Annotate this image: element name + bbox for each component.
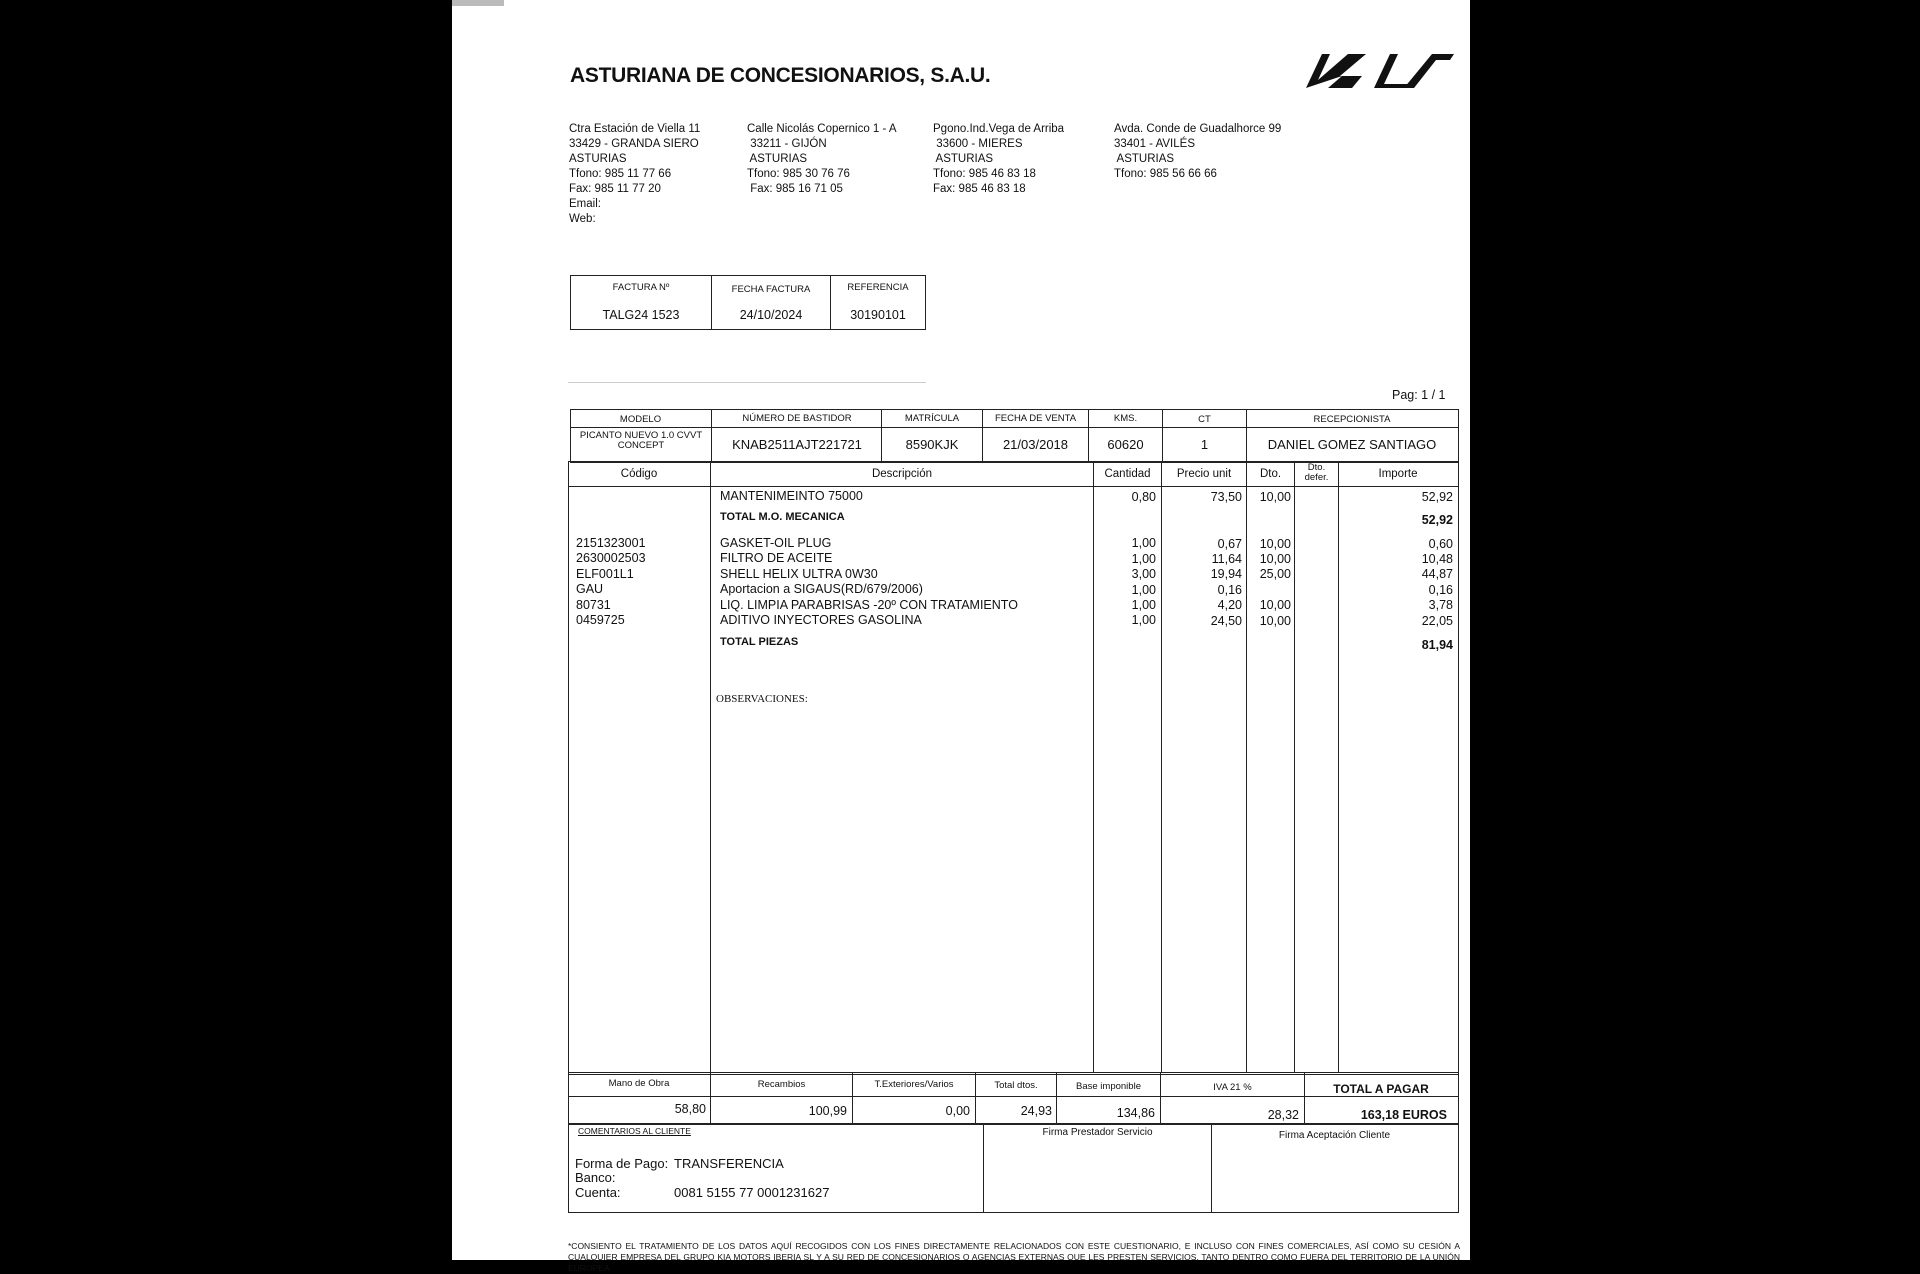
labor-total-amount: 52,92 — [1421, 513, 1453, 527]
part-amount: 10,48 — [1421, 552, 1453, 566]
part-discount: 25,00 — [1259, 567, 1291, 581]
labor-sum-label: Mano de Obra — [608, 1078, 670, 1089]
labor-price: 73,50 — [1210, 490, 1242, 504]
lines-table — [568, 461, 1459, 1075]
part-code: 0459725 — [576, 613, 625, 627]
vehicle-sale-date: 21/03/2018 — [1002, 437, 1069, 452]
ct-header: CT — [1198, 414, 1211, 425]
labor-qty: 0,80 — [1131, 490, 1156, 504]
parts-sum-label: Recambios — [757, 1079, 806, 1090]
part-qty: 1,00 — [1131, 598, 1156, 612]
comments-label: COMENTARIOS AL CLIENTE — [578, 1126, 691, 1136]
part-desc: GASKET-OIL PLUG — [720, 536, 832, 550]
part-price: 4,20 — [1217, 598, 1242, 612]
deferred-discount-header: Dto. defer. — [1304, 462, 1329, 483]
kia-logo — [1304, 50, 1456, 90]
address-aviles: Avda. Conde de Guadalhorce 99 33401 - AVILÉS ASTURIAS Tfono: 985 56 66 66 — [1114, 123, 1282, 180]
part-price: 0,16 — [1217, 583, 1242, 597]
address-mieres: Pgono.Ind.Vega de Arriba 33600 - MIERES ASTURIAS Tfono: 985 46 83 18 Fax: 985 46 83 18 — [933, 123, 1065, 195]
kms-header: KMS. — [1113, 413, 1138, 424]
labor-discount: 10,00 — [1259, 490, 1291, 504]
taxable-base: 134,86 — [1116, 1106, 1155, 1120]
payment-method: TRANSFERENCIA — [674, 1156, 784, 1171]
labor-sum: 58,80 — [674, 1102, 706, 1116]
part-desc: ADITIVO INYECTORES GASOLINA — [720, 613, 922, 627]
part-qty: 1,00 — [1131, 583, 1156, 597]
part-price: 0,67 — [1217, 537, 1242, 551]
part-price: 19,94 — [1210, 567, 1242, 581]
payment-method-label: Forma de Pago: — [575, 1156, 669, 1171]
discount-sum-label: Total dtos. — [994, 1080, 1038, 1091]
invoice-date-label: FECHA FACTURA — [731, 284, 811, 295]
unit-price-header: Precio unit — [1176, 468, 1232, 480]
invoice-number-label: FACTURA Nº — [612, 282, 670, 293]
discount-header: Dto. — [1259, 468, 1282, 480]
vehicle-vin: KNAB2511AJT221721 — [732, 437, 862, 452]
quantity-header: Cantidad — [1104, 468, 1151, 480]
part-amount: 22,05 — [1421, 614, 1453, 628]
code-header: Código — [620, 468, 658, 480]
parts-total-label: TOTAL PIEZAS — [720, 636, 799, 648]
taxable-base-label: Base imponible — [1076, 1081, 1141, 1092]
part-code: 2630002503 — [576, 551, 646, 565]
vehicle-receptionist: DANIEL GOMEZ SANTIAGO — [1267, 437, 1437, 452]
address-granda: Ctra Estación de Viella 11 33429 - GRANDA SIERO ASTURIAS Tfono: 985 11 77 66 Fax: 985 11 77 20 Email: Web: — [569, 123, 701, 225]
part-qty: 1,00 — [1131, 552, 1156, 566]
total-due-label: TOTAL A PAGAR — [1333, 1082, 1429, 1096]
part-amount: 0,16 — [1428, 583, 1453, 597]
total-due: 163,18 EUROS — [1360, 1108, 1447, 1122]
company-name: ASTURIANA DE CONCESIONARIOS, S.A.U. — [570, 64, 991, 87]
discount-sum: 24,93 — [1020, 1104, 1052, 1118]
part-discount: 10,00 — [1259, 552, 1291, 566]
invoice-page — [452, 0, 1470, 1273]
scan-artifact — [452, 0, 504, 6]
part-qty: 3,00 — [1131, 567, 1156, 581]
part-qty: 1,00 — [1131, 536, 1156, 550]
part-price: 11,64 — [1211, 552, 1242, 566]
part-desc: Aportacion a SIGAUS(RD/679/2006) — [720, 582, 923, 596]
part-qty: 1,00 — [1131, 613, 1156, 627]
external-sum: 0,00 — [945, 1104, 970, 1118]
parts-sum: 100,99 — [808, 1104, 847, 1118]
external-sum-label: T.Exteriores/Varios — [874, 1079, 954, 1090]
model-header: MODELO — [619, 414, 662, 425]
invoice-date: 24/10/2024 — [739, 308, 803, 322]
labor-desc: MANTENIMEINTO 75000 — [720, 489, 863, 503]
vehicle-plate: 8590KJK — [905, 437, 959, 452]
labor-amount: 52,92 — [1421, 490, 1453, 504]
page-number: Pag: 1 / 1 — [1392, 388, 1446, 402]
vin-header: NÚMERO DE BASTIDOR — [742, 413, 852, 424]
legal-notice: *CONSIENTO EL TRATAMIENTO DE LOS DATOS AQUÍ RECOGIDOS CON LOS FINES DIRECTAMENTE RELACIONADOS CON ESTE CUESTIONARIO, E INCLUSO CON FINES COMERCIALES, ASÍ COMO SU CESIÓN A CUALQUIER EMPRESA DEL GRUPO KIA MOTORS IBERIA SL Y A SU RED DE CONCESIONARIOS O AGENCIAS EXTERNAS QUE LES PRESTEN SERVICIOS, TANTO DENTRO COMO FUERA DEL TERRITORIO DE LA UNIÓN EUROPEA — [568, 1241, 1460, 1273]
receptionist-header: RECEPCIONISTA — [1313, 414, 1391, 425]
description-header: Descripción — [871, 468, 933, 480]
reference-label: REFERENCIA — [847, 282, 909, 293]
part-desc: LIQ. LIMPIA PARABRISAS -20º CON TRATAMIENTO — [720, 598, 1018, 612]
labor-total-label: TOTAL M.O. MECANICA — [720, 511, 845, 523]
part-discount: 10,00 — [1259, 537, 1291, 551]
reference-number: 30190101 — [850, 308, 906, 322]
provider-signature-label: Firma Prestador Servicio — [1042, 1127, 1153, 1138]
account-number: 0081 5155 77 0001231627 — [674, 1185, 830, 1200]
part-code: 80731 — [576, 598, 611, 612]
part-amount: 44,87 — [1421, 567, 1453, 581]
part-code: 2151323001 — [576, 536, 646, 550]
vat-label: IVA 21 % — [1213, 1082, 1252, 1093]
part-desc: SHELL HELIX ULTRA 0W30 — [720, 567, 878, 581]
vehicle-kms: 60620 — [1107, 437, 1144, 452]
vehicle-model: PICANTO NUEVO 1.0 CVVT CONCEPT — [579, 430, 703, 451]
bank-label: Banco: — [575, 1170, 616, 1185]
part-amount: 0,60 — [1428, 537, 1453, 551]
part-code: GAU — [576, 582, 604, 596]
observations-label: OBSERVACIONES: — [716, 693, 808, 705]
plate-header: MATRÍCULA — [904, 413, 960, 424]
address-gijon: Calle Nicolás Copernico 1 - A 33211 - GIJÓN ASTURIAS Tfono: 985 30 76 76 Fax: 985 16 71 05 — [747, 123, 897, 195]
part-desc: FILTRO DE ACEITE — [720, 551, 833, 565]
sale-date-header: FECHA DE VENTA — [994, 413, 1077, 424]
divider — [568, 382, 926, 383]
amount-header: Importe — [1378, 468, 1418, 480]
vehicle-ct: 1 — [1200, 437, 1209, 452]
part-code: ELF001L1 — [576, 567, 634, 581]
client-signature-label: Firma Aceptación Cliente — [1278, 1130, 1391, 1141]
account-label: Cuenta: — [575, 1185, 621, 1200]
vat-amount: 28,32 — [1267, 1108, 1299, 1122]
part-discount: 10,00 — [1259, 598, 1291, 612]
part-amount: 3,78 — [1428, 598, 1453, 612]
part-discount: 10,00 — [1259, 614, 1291, 628]
parts-total-amount: 81,94 — [1421, 638, 1453, 652]
part-price: 24,50 — [1210, 614, 1242, 628]
invoice-number: TALG24 1523 — [602, 308, 680, 322]
